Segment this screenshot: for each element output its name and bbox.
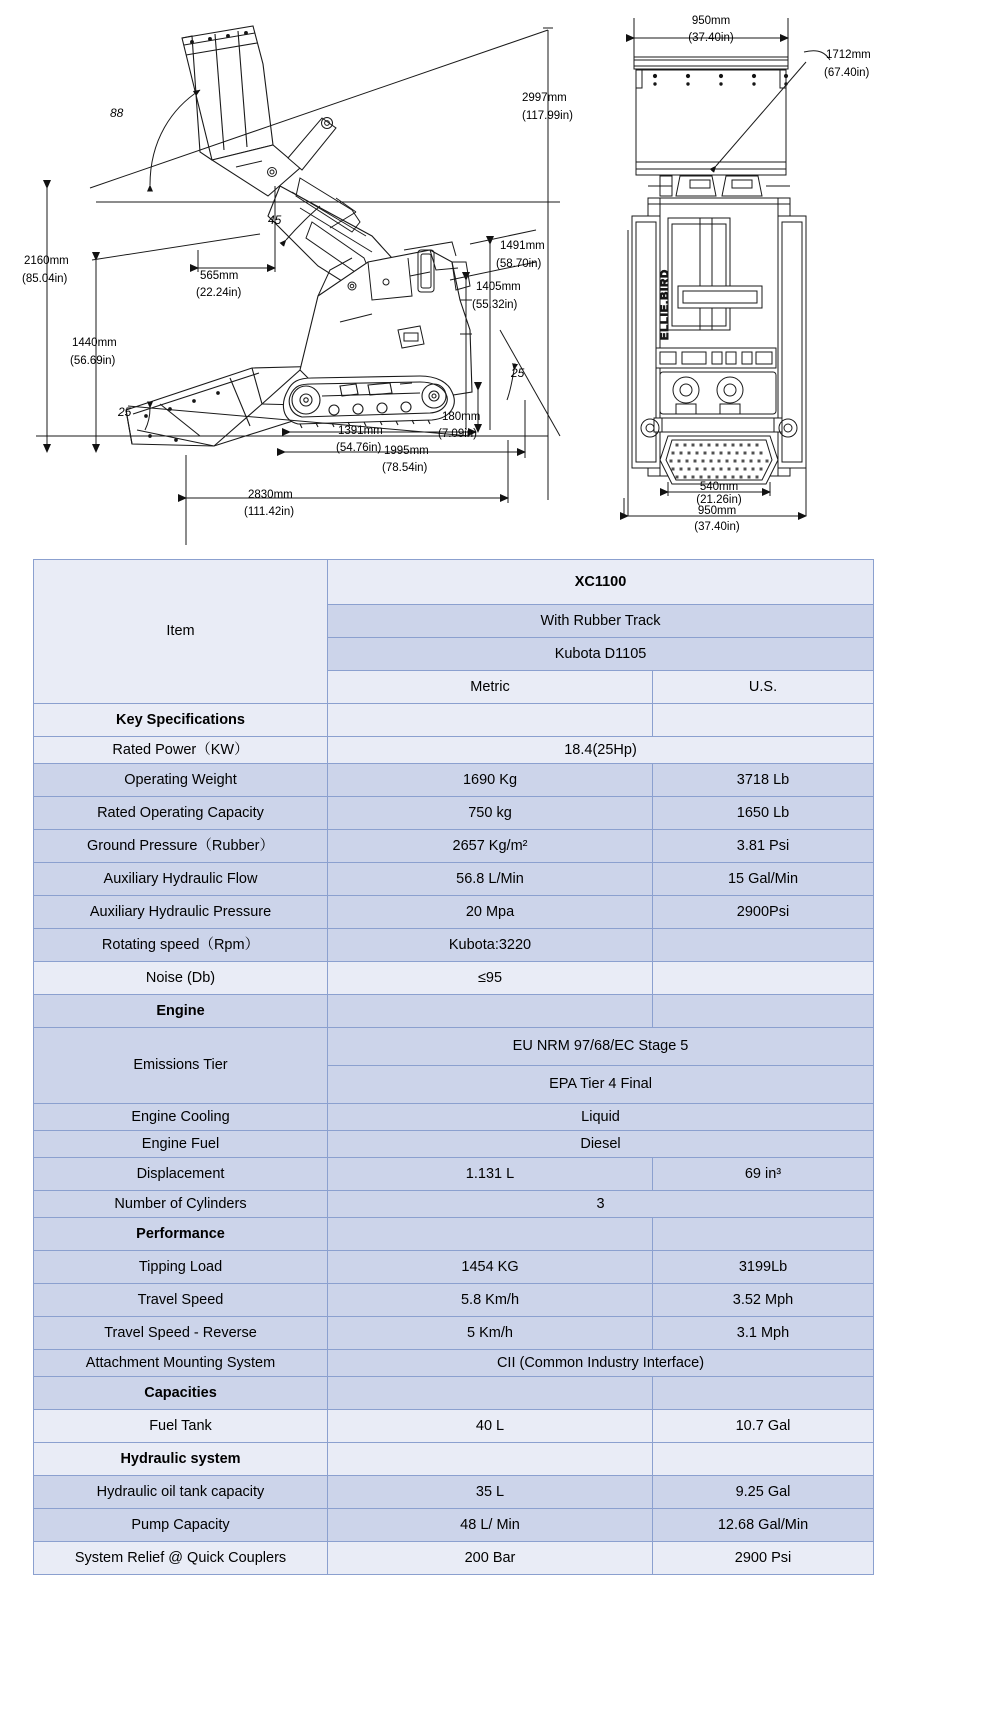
spec-label: Travel Speed - Reverse	[34, 1317, 328, 1350]
spec-value-us: 3.1 Mph	[653, 1317, 874, 1350]
spec-label: Tipping Load	[34, 1251, 328, 1284]
spec-label: Fuel Tank	[34, 1410, 328, 1443]
technical-drawings-panel	[0, 0, 1000, 545]
section-header-spacer-metric	[328, 704, 653, 737]
specification-table-wrapper	[33, 559, 873, 1575]
spec-value-metric: 1454 KG	[328, 1251, 653, 1284]
item-header-cell: Item	[34, 560, 328, 704]
table-row	[34, 830, 874, 863]
dim-track-gauge-mm: 540mm	[699, 481, 739, 493]
dim-overall-length-mm: 2830mm	[248, 489, 293, 501]
spec-label: Auxiliary Hydraulic Pressure	[34, 896, 328, 929]
table-row	[34, 1317, 874, 1350]
table-row	[34, 1131, 874, 1158]
spec-value-metric: 5.8 Km/h	[328, 1284, 653, 1317]
angle-bucket-dump: 88	[110, 106, 124, 120]
specification-table-body	[34, 560, 874, 1575]
table-row	[34, 1218, 874, 1251]
spec-value-us: 1650 Lb	[653, 797, 874, 830]
table-row	[34, 1443, 874, 1476]
side-view-machine	[126, 26, 472, 446]
spec-value-metric: 48 L/ Min	[328, 1509, 653, 1542]
spec-label: Ground Pressure（Rubber）	[34, 830, 328, 863]
spec-value-us	[653, 929, 874, 962]
table-row	[34, 896, 874, 929]
spec-value-metric: 1.131 L	[328, 1158, 653, 1191]
spec-label: Rated Power（KW）	[34, 737, 328, 764]
spec-value-span: CII (Common Industry Interface)	[328, 1350, 874, 1377]
spec-value-us: 12.68 Gal/Min	[653, 1509, 874, 1542]
spec-value-metric: Kubota:3220	[328, 929, 653, 962]
spec-value-emissions-epa: EPA Tier 4 Final	[328, 1066, 874, 1104]
dim-overall-width-in: (37.40in)	[694, 521, 740, 533]
section-header-spacer-us	[653, 995, 874, 1028]
angle-departure-front: 25	[118, 405, 132, 419]
dim-dump-height-mm: 2160mm	[24, 255, 69, 267]
spec-label: Operating Weight	[34, 764, 328, 797]
table-row	[34, 1542, 874, 1575]
dim-overall-height-mm: 2997mm	[522, 92, 567, 104]
spec-value-metric: 1690 Kg	[328, 764, 653, 797]
section-header-spacer-us	[653, 704, 874, 737]
spec-value-us: 15 Gal/Min	[653, 863, 874, 896]
dim-machine-height-in: (55.32in)	[472, 299, 518, 311]
table-row	[34, 1509, 874, 1542]
spec-label: Pump Capacity	[34, 1509, 328, 1542]
spec-label: Engine Fuel	[34, 1131, 328, 1158]
spec-label: Displacement	[34, 1158, 328, 1191]
dim-wheelbase-in: (67.40in)	[824, 67, 870, 79]
spec-label: System Relief @ Quick Couplers	[34, 1542, 328, 1575]
dim-dump-reach-in: (22.24in)	[196, 287, 242, 299]
engine-model-cell: Kubota D1105	[328, 638, 874, 671]
table-row	[34, 737, 874, 764]
spec-value-span: 18.4(25Hp)	[328, 737, 874, 764]
model-name-cell: XC1100	[328, 560, 874, 605]
spec-value-metric: ≤95	[328, 962, 653, 995]
spec-value-us: 69 in³	[653, 1158, 874, 1191]
dim-track-length-mm: 1391mm	[338, 425, 383, 437]
spec-value-metric: 35 L	[328, 1476, 653, 1509]
section-header-spacer-metric	[328, 1443, 653, 1476]
dim-ground-clearance-mm: 180mm	[442, 411, 481, 423]
section-header-label: Engine	[34, 995, 328, 1028]
dim-cab-height-mm: 1491mm	[500, 240, 545, 252]
spec-value-metric: 750 kg	[328, 797, 653, 830]
table-row	[34, 1476, 874, 1509]
table-row	[34, 1410, 874, 1443]
section-header-label: Hydraulic system	[34, 1443, 328, 1476]
dim-overall-length-in: (111.42in)	[244, 506, 295, 518]
dim-bucket-width-in: (37.40in)	[688, 32, 734, 44]
dim-machine-length-in: (78.54in)	[382, 462, 428, 474]
spec-value-metric: 2657 Kg/m²	[328, 830, 653, 863]
spec-value-emissions-eu: EU NRM 97/68/EC Stage 5	[328, 1028, 874, 1066]
dim-track-length-in: (54.76in)	[336, 442, 382, 454]
table-row	[34, 797, 874, 830]
section-header-spacer-us	[653, 1443, 874, 1476]
table-row	[34, 962, 874, 995]
spec-value-us: 10.7 Gal	[653, 1410, 874, 1443]
spec-label: Attachment Mounting System	[34, 1350, 328, 1377]
dim-machine-length-mm: 1995mm	[384, 445, 429, 457]
dim-dump-clearance-mm: 1440mm	[72, 337, 117, 349]
dim-overall-width-mm: 950mm	[697, 505, 737, 517]
dim-track-gauge-in: (21.26in)	[696, 494, 742, 506]
section-header-label: Performance	[34, 1218, 328, 1251]
spec-label: Hydraulic oil tank capacity	[34, 1476, 328, 1509]
angle-bucket-rollback: 45	[268, 213, 282, 227]
spec-value-metric: 40 L	[328, 1410, 653, 1443]
section-header-spacer-us	[653, 1377, 874, 1410]
spec-value-us	[653, 962, 874, 995]
table-header-row-model	[34, 560, 874, 605]
spec-value-metric: 56.8 L/Min	[328, 863, 653, 896]
spec-label: Noise (Db)	[34, 962, 328, 995]
table-row	[34, 1158, 874, 1191]
dim-cab-height-in: (58.70in)	[496, 258, 542, 270]
spec-value-us: 2900Psi	[653, 896, 874, 929]
table-row	[34, 1104, 874, 1131]
section-header-spacer-metric	[328, 1218, 653, 1251]
spec-value-metric: 5 Km/h	[328, 1317, 653, 1350]
spec-label: Engine Cooling	[34, 1104, 328, 1131]
dim-wheelbase-mm: 1712mm	[826, 49, 871, 61]
table-row	[34, 1191, 874, 1218]
angle-departure-rear: 25	[511, 366, 525, 380]
spec-value-metric: 200 Bar	[328, 1542, 653, 1575]
section-header-label: Key Specifications	[34, 704, 328, 737]
spec-label: Rated Operating Capacity	[34, 797, 328, 830]
us-unit-header: U.S.	[653, 671, 874, 704]
spec-label: Emissions Tier	[34, 1028, 328, 1104]
spec-value-metric: 20 Mpa	[328, 896, 653, 929]
dim-machine-height-mm: 1405mm	[476, 281, 521, 293]
drawing-svg	[0, 0, 1000, 545]
spec-value-us: 3199Lb	[653, 1251, 874, 1284]
spec-value-us: 3.52 Mph	[653, 1284, 874, 1317]
table-row	[34, 1028, 874, 1066]
table-row	[34, 1284, 874, 1317]
dim-ground-clearance-in: (7.09in)	[438, 428, 477, 440]
metric-unit-header: Metric	[328, 671, 653, 704]
spec-value-us: 3.81 Psi	[653, 830, 874, 863]
front-view-machine	[632, 57, 806, 484]
table-row	[34, 1377, 874, 1410]
table-row	[34, 1251, 874, 1284]
section-header-spacer-metric	[328, 1377, 653, 1410]
brand-text: ELLIE.BIRD	[659, 268, 671, 340]
dim-dump-reach-mm: 565mm	[200, 270, 239, 282]
table-row	[34, 1350, 874, 1377]
section-header-label: Capacities	[34, 1377, 328, 1410]
spec-value-us: 2900 Psi	[653, 1542, 874, 1575]
table-row	[34, 929, 874, 962]
spec-label: Rotating speed（Rpm）	[34, 929, 328, 962]
config-cell: With Rubber Track	[328, 605, 874, 638]
spec-label: Travel Speed	[34, 1284, 328, 1317]
section-header-spacer-metric	[328, 995, 653, 1028]
spec-label: Auxiliary Hydraulic Flow	[34, 863, 328, 896]
section-header-spacer-us	[653, 1218, 874, 1251]
specification-table	[33, 559, 874, 1575]
table-row	[34, 863, 874, 896]
spec-label: Number of Cylinders	[34, 1191, 328, 1218]
table-row	[34, 704, 874, 737]
spec-value-us: 9.25 Gal	[653, 1476, 874, 1509]
spec-value-span: 3	[328, 1191, 874, 1218]
spec-value-span: Liquid	[328, 1104, 874, 1131]
dim-dump-clearance-in: (56.69in)	[70, 355, 116, 367]
spec-value-us: 3718 Lb	[653, 764, 874, 797]
spec-value-span: Diesel	[328, 1131, 874, 1158]
dim-overall-height-in: (117.99in)	[522, 110, 573, 122]
dim-bucket-width-mm: 950mm	[691, 15, 731, 27]
table-row	[34, 764, 874, 797]
table-row	[34, 995, 874, 1028]
dim-dump-height-in: (85.04in)	[22, 273, 68, 285]
